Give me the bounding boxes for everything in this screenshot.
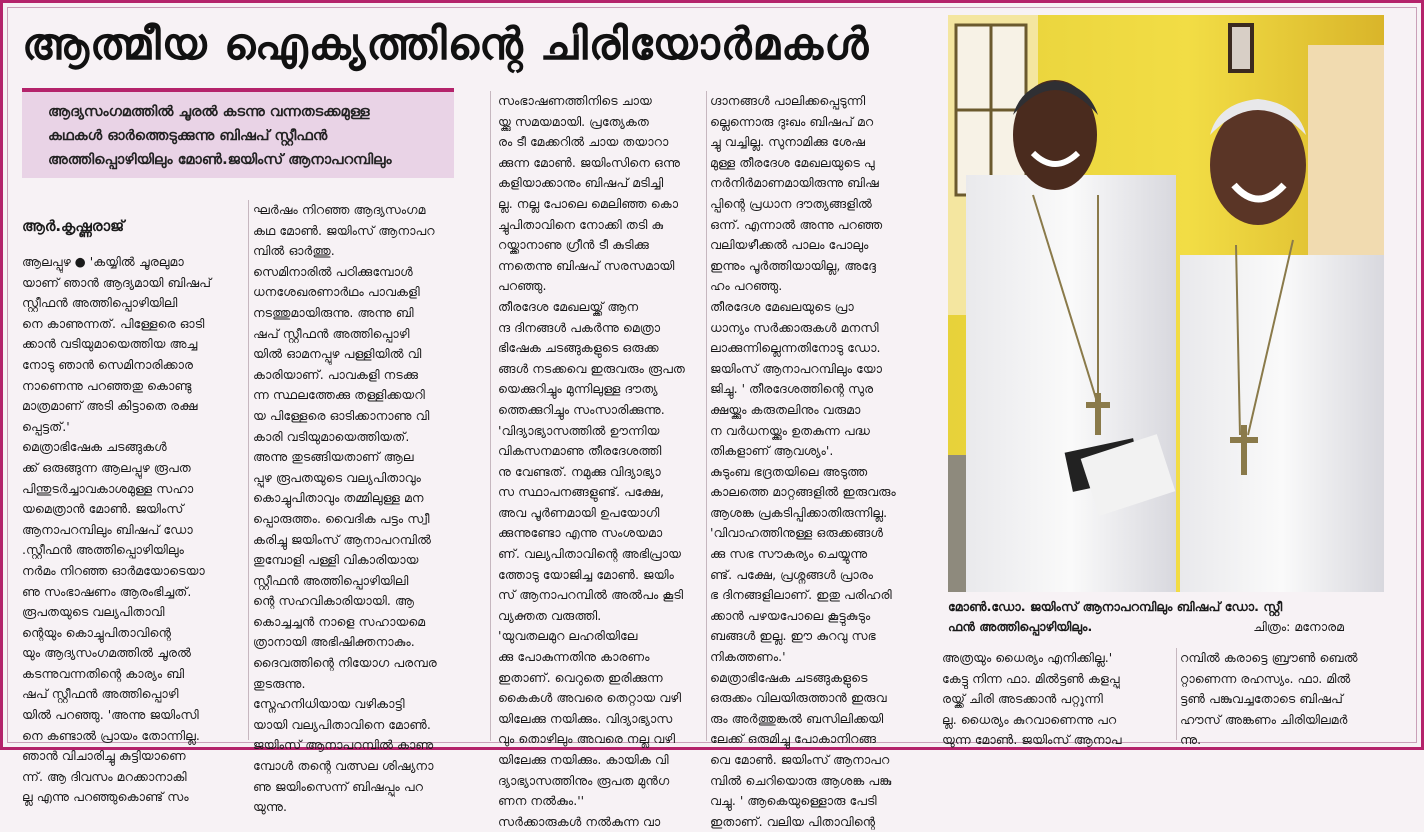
article-line: പ്പൊരുത്തം. വൈദിക പട്ടം സ്വീ: [253, 510, 430, 526]
article-line: ന്റെയും കൊച്ചുപിതാവിന്റെ: [22, 624, 171, 640]
article-line: മെത്രാഭിഷേക ചടങ്ങുകൾ: [22, 439, 167, 455]
article-line: ബങ്ങൾ ഇല്ല. ഈ കുറവു സഭ: [710, 628, 876, 644]
article-column-4: [710, 91, 932, 832]
article-line: തുടരുന്നു.: [253, 675, 306, 691]
article-line: ഹൗസ് അങ്കണം ചിരിയിലമർ: [1180, 711, 1348, 727]
article-line: 'യുവതലമുറ ലഹരിയിലേ: [498, 628, 638, 644]
photo-credit: ചിത്രം: മനോരമ: [1253, 619, 1344, 634]
article-line: നു വേണ്ടത്. നമുക്കു വിദ്യാഭ്യാ: [498, 463, 661, 479]
article-line: ധനശേഖരണാർഥം പാവകളി: [253, 284, 420, 300]
column-rule: [490, 91, 491, 741]
photo-illustration: [948, 15, 1384, 592]
article-line: രയ്ക്ക് ചിരി അടക്കാൻ പറ്റുന്നി: [942, 691, 1103, 707]
article-column-5: [942, 648, 1172, 751]
article-line: തികളാണ് ആവശ്യം'.: [710, 443, 834, 459]
article-line: തീരദേശ മേഖലയുടെ പ്രാ: [710, 298, 854, 314]
article-line: സ് ആനാപറമ്പിൽ അൽപം കൂടി: [498, 587, 684, 603]
article-line: യായി വല്യപിതാവിനെ മോൺ.: [253, 716, 431, 732]
article-line: മ്പിൽ ഓർത്തു.: [253, 243, 335, 259]
article-line: യുന്നു.: [253, 799, 288, 815]
article-line: കൊച്ചച്ചൻ നാളെ സഹായമെ: [253, 613, 426, 629]
byline: ആർ.കൃഷ്ണരാജ്: [22, 217, 125, 235]
article-line: തുമ്പോളി പള്ളി വികാരിയായ: [253, 552, 419, 568]
article-line: നെ കാണുന്നത്. പിള്ളേരെ ഓടി: [22, 315, 205, 331]
article-line: യിൽ ഓമനപ്പുഴ പള്ളിയിൽ വി: [253, 346, 422, 362]
article-line: ഒരുക്കം വിലയിരുത്താൻ ഇരുവ: [710, 690, 887, 706]
article-line: ഗ്ദാനങ്ങൾ പാലിക്കപ്പെടുന്നി: [710, 93, 866, 108]
article-line: ദൈവത്തിന്റെ നിയോഗ പരമ്പര: [253, 655, 437, 671]
article-line: സെമിനാരിൽ പഠിക്കുമ്പോൾ: [253, 263, 413, 279]
article-line: മ്പോൾ തന്റെ വത്സല ശിഷ്യനാ: [253, 758, 434, 774]
article-line: രം ടീ മേക്കറിൽ ചായ തയാറാ: [498, 134, 669, 150]
article-line: പ്പെട്ടത്.': [22, 418, 70, 434]
article-line: കാലത്തെ മാറ്റങ്ങളിൽ ഇരുവരും: [710, 484, 896, 500]
article-line: മുള്ള തീരദേശ മേഖലയുടെ പു: [710, 154, 875, 170]
article-line: ന്ദ ദിനങ്ങൾ പകർന്നു മെത്രാ: [498, 319, 661, 335]
article-line: മെത്രാഭിഷേക ചടങ്ങുകളുടെ: [710, 669, 868, 685]
subheadline-box: [22, 88, 454, 178]
article-line: റമ്പിൽ കരാട്ടെ ബ്രൗൺ ബെൽ: [1180, 650, 1358, 665]
article-line: ല്ല. ധൈര്യം കുറവാണെന്നു പറ: [942, 711, 1117, 727]
article-line: ജയിംസ് ആനാപറമ്പിൽ കാണു: [253, 737, 434, 753]
article-line: ല്ല. നല്ല പോലെ മെലിഞ്ഞ കൊ: [498, 195, 679, 211]
article-line: കരിച്ചു ജയിംസ് ആനാപറമ്പിൽ: [253, 531, 432, 547]
article-line: ഹം പറഞ്ഞു.: [710, 278, 783, 294]
article-line: കാരിയാണ്. പാവകളി നടക്കു: [253, 366, 419, 382]
photo-bishops-laughing: [948, 15, 1384, 592]
article-line: പ്പിന്റെ പ്രധാന ദൗത്യങ്ങളിൽ: [710, 195, 872, 211]
article-line: സ്റ്റീഫൻ അത്തിപ്പൊഴിയിലി: [253, 572, 409, 588]
article-line: ധാന്യം സർക്കാരുകൾ മനസി: [710, 319, 879, 335]
article-line: ണ്ട്. പക്ഷേ, പ്രശ്നങ്ങൾ പ്രാരം: [710, 566, 874, 582]
article-line: ട്ടൺ പങ്കുവച്ചതോടെ ബിഷപ്: [1180, 691, 1343, 707]
column-rule: [706, 91, 707, 741]
article-line: ണു ജയിംസെന്ന് ബിഷപ്പും പറ: [253, 778, 423, 794]
article-line: സ സ്ഥാപനങ്ങളുണ്ട്. പക്ഷേ,: [498, 484, 664, 500]
article-line: ഇതാണ്. വലിയ പിതാവിന്റെ: [710, 813, 876, 829]
article-line: വലിയഴീക്കൽ പാലം പോലും: [710, 237, 869, 253]
article-line: പ്പുഴ രൂപതയുടെ വല്യപിതാവും: [253, 469, 421, 485]
article-line: യ പിള്ളേരെ ഓടിക്കാനാണു വി: [253, 407, 430, 423]
article-line: കളിയാക്കാനും ബിഷപ് മടിച്ചി: [498, 175, 664, 191]
column-rule: [248, 200, 249, 740]
article-line: ണന നൽകും.'': [498, 793, 585, 809]
article-line: ഇതാണ്. വെറുതെ ഇരിക്കുന്ന: [498, 669, 663, 685]
article-line: യിലേക്കു നയിക്കും. കായിക വി: [498, 752, 669, 767]
article-line: വും തൊഴിലും അവരെ നല്ല വഴി: [498, 731, 676, 747]
article-line: ഷപ് സ്റ്റീഫൻ അത്തിപ്പൊഴി: [22, 686, 179, 702]
article-line: ഒന്ന്. എന്നാൽ അന്നു പറഞ്ഞ: [710, 216, 883, 232]
article-line: ഞാൻ വിചാരിച്ചു കുട്ടിയാണെ: [22, 748, 186, 764]
caption-line: മോൺ.ഡോ. ജയിംസ് ആനാപറമ്പിലും ബിഷപ് ഡോ. സ്റ്റീ: [948, 599, 1283, 614]
article-line: മാത്രമാണ് അടി കിട്ടാതെ രക്ഷ: [22, 398, 198, 414]
article-line: നെ കണ്ടാൽ പ്രായം തോന്നില്ല.: [22, 727, 200, 743]
article-line: ത്തെക്കുറിച്ചും സംസാരിക്കുന്നു.: [498, 401, 665, 417]
article-line: ത്രാനായി അഭിഷിക്തനാകും.: [253, 634, 415, 650]
article-line: ഇന്നും പൂർത്തിയായില്ല, അദ്ദേ: [710, 257, 877, 273]
article-line: പറഞ്ഞു.: [498, 278, 547, 294]
article-line: യമെത്രാൻ മോൺ. ജയിംസ്: [22, 501, 184, 517]
article-line: ണു സംഭാഷണം ആരംഭിച്ചത്.: [22, 583, 192, 599]
article-line: .സ്റ്റീഫൻ അത്തിപ്പൊഴിയിലും: [22, 542, 184, 558]
article-line: കാരി വടിയുമായെത്തിയത്.: [253, 428, 410, 444]
article-line: ല്ലെന്നൊരു ദുഃഖം ബിഷപ് മറ: [710, 113, 874, 129]
article-line: കേട്ടു നിന്ന ഫാ. മിൽട്ടൺ കളപ്പു: [942, 670, 1120, 686]
article-line: യും ആദ്യസംഗമത്തിൽ ചൂരൽ: [22, 645, 192, 661]
article-line: യ്ക്കു സമയമായി. പ്രത്യേകത: [498, 113, 649, 129]
article-line: സർക്കാരുകൾ നൽകുന്ന വാ: [498, 813, 661, 829]
subheadline-line: അത്തിപ്പൊഴിയിലും മോൺ.ജയിംസ് ആനാപറമ്പിലും: [48, 152, 392, 168]
article-line: രൂപതയുടെ വല്യപിതാവി: [22, 604, 165, 620]
article-line: ഷപ് സ്റ്റീഫൻ അത്തിപ്പൊഴി: [253, 325, 410, 341]
headline: ആത്മീയ ഐക്യത്തിന്റെ ചിരിയോർമകൾ: [22, 19, 870, 70]
article-line: ക്കാൻ പഴയപോലെ കൂട്ടുകുടും: [710, 607, 871, 623]
article-line: സ്റ്റീഫൻ അത്തിപ്പൊഴിയിലി: [22, 295, 178, 311]
article-line: 'വിദ്യാഭ്യാസത്തിൽ ഊന്നിയ: [498, 422, 660, 438]
article-line: ന വർധനയ്ക്കും ഉതകുന്ന പദ്ധ: [710, 422, 870, 438]
article-line: ഭ ദിനങ്ങളിലാണ്. ഇതു പരിഹരി: [710, 587, 892, 603]
article-line: ന്ന സ്ഥലത്തേക്കു തള്ളിക്കയറി: [253, 387, 425, 403]
article-line: കടന്നുവന്നതിന്റെ കാര്യം ബി: [22, 665, 185, 681]
article-line: ഭിഷേക ചടങ്ങുകളുടെ ഒരുക്ക: [498, 340, 659, 356]
article-line: നർമം നിറഞ്ഞ ഓർമയോടെയാ: [22, 562, 205, 578]
article-line: കുടുംബ ഭദ്രതയിലെ അടുത്ത: [710, 463, 868, 479]
article-line: ക്കു പോകുന്നതിനു കാരണം: [498, 649, 650, 665]
article-column-3: [498, 91, 703, 832]
article-line: ലേക്ക് ഒരുമിച്ചു പോകാനിറങ്ങ: [710, 731, 877, 747]
article-line: ക്കുന്ന മോൺ. ജയിംസിനെ ഒന്നു: [498, 154, 681, 170]
article-line: ച്ചു വച്ചില്ല. സുനാമിക്കു ശേഷ: [710, 134, 866, 150]
article-line: ന്ന്. ആ ദിവസം മറക്കാനാകി: [22, 768, 187, 784]
article-line: ഘർഷം നിറഞ്ഞ ആദ്യസംഗമ: [253, 202, 426, 217]
article-line: ക്ഷയ്ക്കും കരുതലിനും വരുമാ: [710, 401, 861, 417]
article-line: ങ്ങൾ നടക്കവെ ഇരുവരും രൂപത: [498, 360, 685, 376]
article-line: ലാക്കുന്നില്ലെന്നതിനോടു ഡോ.: [710, 340, 881, 356]
article-line: റയ്ക്കാനാണു ഗ്രീൻ ടീ കുടിക്കു: [498, 237, 649, 253]
article-line: രും അർത്തുങ്കൽ ബസിലിക്കയി: [710, 710, 884, 726]
article-line: നാണെന്നു പറഞ്ഞതു കൊണ്ടു: [22, 377, 192, 393]
article-line: നോടു ഞാൻ സെമിനാരിക്കാര: [22, 356, 194, 372]
article-line: യുന്ന മോൺ. ജയിംസ് ആനാപ: [942, 732, 1122, 748]
article-line: ക്കു സഭ സൗകര്യം ചെയ്യുന്നു: [710, 546, 868, 562]
subheadline-line: ആദ്യസംഗമത്തിൽ ചൂരൽ കടന്നു വന്നതടക്കമുള്ള: [48, 104, 370, 120]
article-line: വികസനമാണു തീരദേശത്തി: [498, 443, 662, 459]
article-line: കഥ മോൺ. ജയിംസ് ആനാപറ: [253, 222, 435, 238]
article-line: പിന്തുടർച്ചാവകാശമുള്ള സഹാ: [22, 480, 194, 496]
article-line: ണ്. വല്യപിതാവിന്റെ അഭിപ്രായ: [498, 546, 681, 562]
article-line: ന്റെ സഹവികാരിയായി. ആ: [253, 593, 415, 609]
article-line: അന്നു തുടങ്ങിയതാണ് ആല: [253, 449, 414, 465]
article-line: സംഭാഷണത്തിനിടെ ചായ: [498, 93, 652, 108]
article-line: ജയിംസ് ആനാപറമ്പിലും യോ: [710, 360, 883, 376]
article-line: ന്നതെന്നു ബിഷപ് സരസമായി: [498, 257, 675, 273]
article-line: റ്റാണെന്ന രഹസ്യം. ഫാ. മിൽ: [1180, 670, 1351, 686]
article-column-1: [22, 252, 244, 808]
article-line: നടത്തുമായിരുന്നു. അന്നു ബി: [253, 304, 414, 320]
article-line: ത്തോടു യോജിച്ച മോൺ. ജയിം: [498, 566, 674, 582]
caption-line: ഫൻ അത്തിപ്പൊഴിയിലും.: [948, 619, 1093, 634]
article-line: ന്നു.: [1180, 732, 1202, 748]
article-line: ജിച്ചു. ' തീരദേശത്തിന്റെ സുര: [710, 381, 874, 397]
article-line: ല്ല എന്നു പറഞ്ഞുകൊണ്ട് സം: [22, 789, 189, 805]
article-line: വെ മോൺ. ജയിംസ് ആനാപറ: [710, 752, 890, 767]
article-line: യിൽ പറഞ്ഞു. 'അന്നു ജയിംസി: [22, 707, 199, 723]
article-line: ച്ചുപിതാവിനെ നോക്കി തടി കു: [498, 216, 664, 232]
article-line: തീരദേശ മേഖലയ്ക്ക് ആന: [498, 298, 639, 314]
article-line: ക്കുന്നുണ്ടോ എന്നു സംശയമാ: [498, 525, 663, 541]
article-line: ക്ക് ഒരുങ്ങുന്ന ആലപ്പുഴ രൂപത: [22, 459, 191, 475]
article-line: ആശങ്ക പ്രകടിപ്പിക്കാതിരുന്നില്ല.: [710, 504, 888, 520]
article-line: അവ പൂർണമായി ഉപയോഗി: [498, 504, 660, 520]
article-line: വ്യക്തത വരുത്തി.: [498, 607, 602, 623]
article-line: ആലപ്പുഴ ● 'കയ്യിൽ ചൂരലുമാ: [22, 254, 184, 269]
article-line: ക്കാൻ വടിയുമായെത്തിയ അച്ച: [22, 336, 198, 352]
article-line: കൊച്ചുപിതാവും തമ്മിലുള്ള മന: [253, 490, 424, 506]
article-line: സ്നേഹനിധിയായ വഴികാട്ടി: [253, 696, 405, 712]
article-column-6: [1180, 648, 1390, 751]
subheadline-line: കഥകൾ ഓർത്തെടുക്കുന്നു ബിഷപ് സ്റ്റീഫൻ: [48, 128, 328, 144]
article-line: അത്രയും ധൈര്യം എനിക്കില്ല.': [942, 650, 1113, 665]
article-line: യിലേക്കു നയിക്കും. വിദ്യാഭ്യാസ: [498, 710, 673, 726]
article-line: നികത്തണം.': [710, 649, 786, 665]
article-line: യെക്കുറിച്ചും മുന്നിലുള്ള ദൗത്യ: [498, 381, 658, 397]
article-line: നർനിർമാണമായിരുന്നു ബിഷ: [710, 175, 879, 191]
article-line: വച്ചു. ' ആകെയുള്ളൊരു പേടി: [710, 793, 877, 809]
article-line: ദ്യാഭ്യാസത്തിനും രൂപത മുൻഗ: [498, 772, 670, 788]
article-column-2: [253, 200, 478, 818]
article-line: ആനാപറമ്പിലും ബിഷപ് ഡോ: [22, 521, 193, 537]
article-line: 'വിവാഹത്തിനുള്ള ഒരുക്കങ്ങൾ: [710, 525, 883, 541]
column-rule: [1176, 648, 1177, 740]
article-line: മ്പിൽ ചെറിയൊരു ആശങ്ക പങ്കു: [710, 772, 892, 788]
article-line: കൈകൾ അവരെ തെറ്റായ വഴി: [498, 690, 682, 706]
article-line: യാണ് ഞാൻ ആദ്യമായി ബിഷപ്: [22, 274, 212, 290]
photo-caption: [948, 597, 1384, 637]
